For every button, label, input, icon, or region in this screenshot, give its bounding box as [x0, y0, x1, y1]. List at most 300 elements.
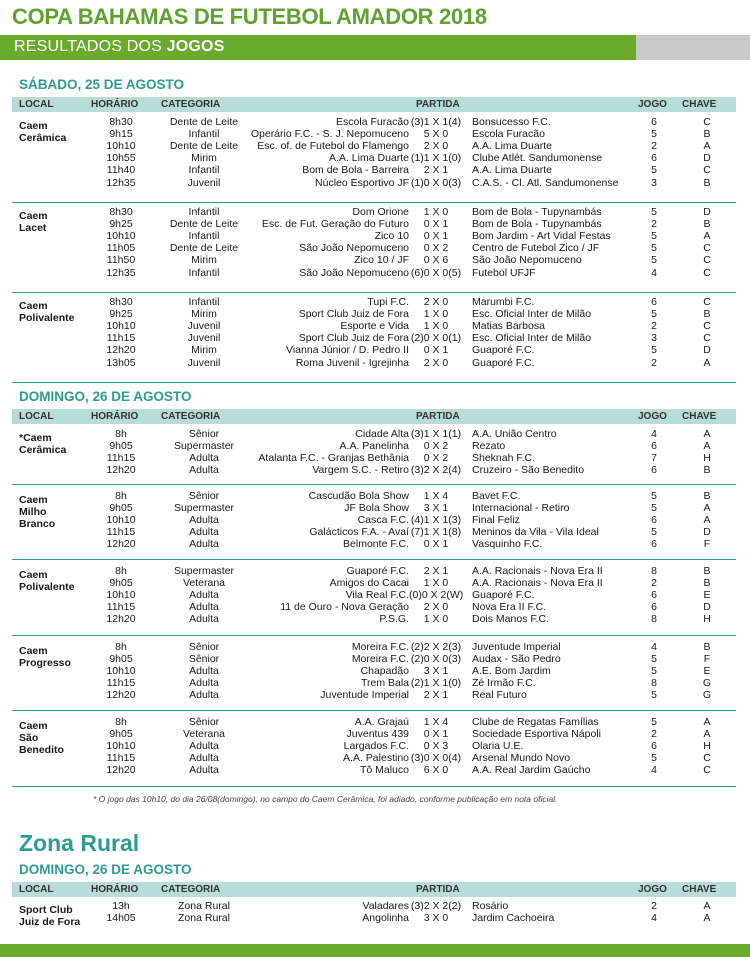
match-round: 6: [651, 538, 657, 551]
table-header: [12, 409, 736, 424]
away-team: A.A. Real Jardim Gaúcho: [472, 764, 591, 777]
column-header-jogo: JOGO: [638, 99, 667, 110]
match-group: F: [703, 538, 711, 551]
home-team: São João Nepomuceno: [299, 266, 409, 279]
venue-name-line: Caem: [19, 720, 48, 732]
day-title: DOMINGO, 26 DE AGOSTO: [19, 389, 192, 404]
column-header-horario: HORÁRIO: [91, 411, 139, 422]
match-time: 14h05: [106, 912, 136, 925]
venue-group: [12, 639, 736, 711]
match-category: Zona Rural: [178, 912, 230, 925]
match-round: 8: [651, 613, 657, 626]
match-group: H: [703, 613, 711, 626]
away-team: Esc. Oficial Inter de Milão: [472, 332, 592, 345]
match-group: B: [703, 218, 711, 231]
match-group: A: [703, 912, 711, 925]
column-header-local: LOCAL: [19, 99, 54, 110]
away-team: A.A. União Centro: [472, 428, 557, 440]
home-team: 11 de Ouro - Nova Geração: [280, 601, 409, 614]
match-category: Supermaster: [173, 502, 235, 515]
home-team: Chapadão: [360, 665, 409, 678]
away-team: Guaporé F.C.: [472, 344, 535, 357]
home-team: Esporte e Vida: [340, 320, 409, 333]
column-header-local: LOCAL: [19, 884, 54, 895]
match-row: [12, 613, 736, 625]
home-team: Operário F.C. - S. J. Nepomuceno: [250, 128, 409, 141]
match-score: 1 X 0: [423, 308, 449, 321]
match-score: 0 X 1: [423, 728, 449, 741]
match-time: 8h: [115, 490, 127, 502]
home-team: Angolinha: [362, 912, 409, 925]
match-round: 6: [651, 514, 657, 527]
match-score: 1 X 0: [423, 206, 449, 218]
match-score: (3)2 X 2(2): [410, 900, 462, 912]
match-round: 2: [651, 900, 657, 912]
match-round: 8: [651, 565, 657, 577]
match-round: 7: [651, 452, 657, 465]
match-group: B: [703, 176, 711, 189]
away-team: Vasquinho F.C.: [472, 538, 543, 551]
match-group: H: [703, 740, 711, 753]
match-round: 5: [651, 308, 657, 321]
away-team: A.E. Bom Jardim: [472, 665, 551, 678]
match-time: 9h25: [109, 308, 133, 321]
match-row: [12, 728, 736, 740]
match-group: A: [703, 514, 711, 527]
match-category: Sênior: [188, 716, 220, 728]
match-group: E: [703, 665, 711, 678]
match-score: 2 X 1: [423, 565, 449, 577]
match-group: A: [703, 356, 711, 369]
match-round: 4: [651, 764, 657, 777]
match-time: 8h: [115, 716, 127, 728]
match-category: Infantil: [188, 128, 220, 141]
match-score: (1)0 X 0(3): [410, 176, 462, 189]
match-score: 0 X 1: [423, 344, 449, 357]
venue-name-line: *Caem: [19, 432, 52, 444]
match-score: 0 X 2: [423, 242, 449, 255]
match-group: A: [703, 900, 711, 912]
match-category: Mirim: [191, 152, 217, 165]
match-category: Sênior: [188, 490, 220, 502]
match-time: 11h15: [106, 752, 136, 765]
column-header-chave: CHAVE: [682, 884, 717, 895]
match-score: (1)1 X 1(0): [410, 152, 462, 165]
match-round: 5: [651, 653, 657, 666]
away-team: Cruzeiro - São Benedito: [472, 464, 585, 477]
venue-name-line: Caem: [19, 300, 48, 312]
match-time: 10h55: [106, 152, 136, 165]
match-time: 8h: [115, 641, 127, 653]
match-group: B: [703, 490, 711, 502]
home-team: Roma Juvenil - Igrejinha: [295, 356, 409, 369]
match-score: (2)0 X 0(3): [410, 653, 462, 666]
home-team: Esc. of. de Futebol do Flamengo: [257, 140, 409, 153]
match-row: [12, 344, 736, 356]
match-group: A: [703, 440, 711, 453]
match-time: 9h15: [109, 128, 133, 141]
match-row: [12, 428, 736, 440]
venue-name-line: Lacet: [19, 222, 47, 234]
match-time: 11h15: [106, 526, 136, 539]
home-team: Vargem S.C. - Retiro: [312, 464, 409, 477]
match-round: 6: [651, 152, 657, 165]
match-score: 5 X 0: [423, 128, 449, 141]
home-team: Trem Bala: [360, 677, 409, 690]
match-round: 5: [651, 752, 657, 765]
match-score: (3)1 X 1(4): [410, 116, 462, 128]
venue-group: [12, 204, 736, 293]
match-row: [12, 665, 736, 677]
match-row: [12, 912, 736, 924]
match-row: [12, 502, 736, 514]
subtitle-bold: JOGOS: [166, 38, 225, 55]
away-team: Sheknah F.C.: [472, 452, 536, 465]
match-time: 12h20: [106, 689, 136, 702]
match-group: E: [703, 589, 711, 602]
match-score: 1 X 0: [423, 577, 449, 590]
match-score: 0 X 1: [423, 230, 449, 243]
column-header-chave: CHAVE: [682, 411, 717, 422]
table-header: [12, 97, 736, 112]
match-score: 0 X 2: [423, 452, 449, 465]
match-score: (7)1 X 1(8): [410, 526, 462, 539]
match-category: Mirim: [191, 254, 217, 267]
match-category: Juvenil: [187, 320, 221, 333]
match-category: Adulta: [189, 526, 219, 539]
match-category: Adulta: [189, 589, 219, 602]
match-row: [12, 538, 736, 550]
match-row: [12, 601, 736, 613]
match-category: Veterana: [182, 728, 226, 741]
match-row: [12, 164, 736, 176]
match-row: [12, 490, 736, 502]
home-team: Largados F.C.: [343, 740, 409, 753]
home-team: Sport Club Juiz de Fora: [298, 332, 409, 345]
match-time: 9h25: [109, 218, 133, 231]
match-time: 10h10: [106, 740, 136, 753]
match-group: C: [703, 752, 711, 765]
match-round: 5: [651, 502, 657, 515]
match-time: 8h: [115, 565, 127, 577]
home-team: Amigos do Cacai: [329, 577, 409, 590]
away-team: Juventude Imperial: [472, 641, 561, 653]
match-row: [12, 464, 736, 476]
match-group: C: [703, 320, 711, 333]
match-round: 5: [651, 206, 657, 218]
match-category: Juvenil: [187, 332, 221, 345]
match-round: 4: [651, 912, 657, 925]
match-score: (2)0 X 0(1): [410, 332, 462, 345]
home-team: Núcleo Esportivo JF: [315, 176, 409, 189]
match-group: C: [703, 296, 711, 308]
match-time: 11h05: [106, 242, 136, 255]
away-team: Bavet F.C.: [472, 490, 521, 502]
match-group: B: [703, 565, 711, 577]
match-time: 9h05: [109, 728, 133, 741]
match-group: B: [703, 308, 711, 321]
column-header-local: LOCAL: [19, 411, 54, 422]
match-score: 6 X 0: [423, 764, 449, 777]
venue-name-line: Cerâmica: [19, 444, 67, 456]
away-team: Rezato: [472, 440, 506, 453]
venue-group: [12, 714, 736, 787]
match-row: [12, 206, 736, 218]
home-team: Galácticos F.A. - Avaí: [309, 526, 409, 539]
match-category: Supermaster: [173, 565, 235, 577]
match-row: [12, 653, 736, 665]
match-time: 10h10: [106, 665, 136, 678]
match-group: A: [703, 230, 711, 243]
home-team: Juventude Imperial: [320, 689, 409, 702]
match-row: [12, 308, 736, 320]
match-time: 11h15: [106, 677, 136, 690]
venue-name-line: Juiz de Fora: [19, 916, 81, 928]
match-round: 6: [651, 116, 657, 128]
day-title: SÁBADO, 25 DE AGOSTO: [19, 77, 185, 92]
match-category: Dente de Leite: [169, 116, 239, 128]
away-team: A.A. Racionais - Nova Era II: [472, 565, 603, 577]
home-team: Moreira F.C.: [351, 641, 409, 653]
column-header-partida: PARTIDA: [416, 99, 460, 110]
match-category: Sênior: [188, 653, 220, 666]
match-category: Infantil: [188, 206, 220, 218]
match-round: 2: [651, 320, 657, 333]
venue-name-line: São: [19, 732, 39, 744]
match-group: H: [703, 452, 711, 465]
match-time: 11h50: [106, 254, 136, 267]
home-team: Atalanta F.C. - Granjas Bethânia: [258, 452, 409, 465]
match-round: 2: [651, 356, 657, 369]
match-round: 8: [651, 677, 657, 690]
zona-rural-title: Zona Rural: [19, 830, 140, 856]
match-score: (0)0 X 2(W): [409, 589, 464, 602]
match-round: 4: [651, 266, 657, 279]
match-category: Veterana: [182, 577, 226, 590]
match-group: A: [703, 428, 711, 440]
home-team: Tupi F.C.: [367, 296, 409, 308]
match-score: 1 X 0: [423, 320, 449, 333]
match-round: 5: [651, 128, 657, 141]
match-time: 13h: [112, 900, 130, 912]
home-team: Zico 10 / JF: [354, 254, 409, 267]
match-group: B: [703, 128, 711, 141]
away-team: Real Futuro: [472, 689, 527, 702]
match-group: D: [703, 344, 711, 357]
match-group: C: [703, 164, 711, 177]
match-row: [12, 218, 736, 230]
match-row: [12, 589, 736, 601]
match-score: 0 X 1: [423, 218, 449, 231]
match-row: [12, 900, 736, 912]
venue-name-line: Caem: [19, 120, 48, 132]
away-team: Meninos da Vila - Vila Ideal: [472, 526, 599, 539]
match-score: (3)0 X 0(4): [410, 752, 462, 765]
match-time: 9h05: [109, 653, 133, 666]
match-row: [12, 230, 736, 242]
match-category: Infantil: [188, 164, 220, 177]
away-team: Centro de Futebol Zico / JF: [472, 242, 600, 255]
away-team: Olaria U.E.: [472, 740, 524, 753]
away-team: C.A.S. - Cl. Atl. Sandumonense: [472, 176, 619, 189]
match-round: 6: [651, 464, 657, 477]
match-category: Supermaster: [173, 440, 235, 453]
match-group: C: [703, 764, 711, 777]
match-round: 5: [651, 344, 657, 357]
match-row: [12, 565, 736, 577]
match-category: Mirim: [191, 344, 217, 357]
match-round: 3: [651, 332, 657, 345]
away-team: A.A. Lima Duarte: [472, 140, 552, 153]
venue-group: [12, 488, 736, 560]
column-header-partida: PARTIDA: [416, 884, 460, 895]
match-category: Juvenil: [187, 356, 221, 369]
match-row: [12, 128, 736, 140]
venue-name-line: Caem: [19, 645, 48, 657]
match-row: [12, 242, 736, 254]
match-time: 11h15: [106, 601, 136, 614]
match-category: Adulta: [189, 677, 219, 690]
match-round: 2: [651, 218, 657, 231]
away-team: Guaporé F.C.: [472, 589, 535, 602]
match-row: [12, 677, 736, 689]
away-team: Final Feliz: [472, 514, 520, 527]
venue-group: [12, 426, 736, 485]
away-team: Futebol UFJF: [472, 266, 536, 279]
match-time: 8h30: [109, 206, 133, 218]
match-category: Adulta: [189, 613, 219, 626]
match-score: (3)1 X 1(1): [410, 428, 462, 440]
match-group: A: [703, 716, 711, 728]
match-round: 5: [651, 526, 657, 539]
subtitle: [14, 38, 225, 56]
match-category: Adulta: [189, 538, 219, 551]
column-header-jogo: JOGO: [638, 884, 667, 895]
match-round: 6: [651, 740, 657, 753]
venue-name-line: Milho: [19, 506, 47, 518]
match-score: 1 X 0: [423, 613, 449, 626]
match-time: 11h15: [106, 332, 136, 345]
match-score: 2 X 0: [423, 356, 449, 369]
match-group: D: [703, 526, 711, 539]
venue-name-line: Caem: [19, 210, 48, 222]
away-team: Audax - São Pedro: [472, 653, 561, 666]
match-row: [12, 357, 736, 369]
match-group: C: [703, 266, 711, 279]
match-round: 5: [651, 164, 657, 177]
match-group: D: [703, 152, 711, 165]
match-round: 2: [651, 728, 657, 741]
away-team: Bom Jardim - Art Vidal Festas: [472, 230, 611, 243]
match-score: 0 X 1: [423, 538, 449, 551]
venue-name-line: Benedito: [19, 744, 64, 756]
match-row: [12, 254, 736, 266]
column-header-jogo: JOGO: [638, 411, 667, 422]
match-time: 12h20: [106, 464, 136, 477]
away-team: Jardim Cachoeira: [472, 912, 555, 925]
match-row: [12, 514, 736, 526]
match-category: Infantil: [188, 230, 220, 243]
venue-group: [12, 294, 736, 383]
home-team: Cascudão Bola Show: [308, 490, 409, 502]
match-row: [12, 140, 736, 152]
match-category: Adulta: [189, 740, 219, 753]
match-category: Adulta: [189, 689, 219, 702]
away-team: Arsenal Mundo Novo: [472, 752, 571, 765]
away-team: Rosário: [472, 900, 509, 912]
venue-name-line: Caem: [19, 494, 48, 506]
match-group: B: [703, 464, 711, 477]
away-team: Zé Irmão F.C.: [472, 677, 536, 690]
match-time: 13h05: [106, 356, 136, 369]
home-team: Vianna Júnior / D. Pedro II: [286, 344, 409, 357]
match-score: 3 X 0: [423, 912, 449, 925]
home-team: A.A. Panelinha: [339, 440, 409, 453]
column-header-chave: CHAVE: [682, 99, 717, 110]
match-group: C: [703, 242, 711, 255]
zona-rural-day-title: DOMINGO, 26 DE AGOSTO: [19, 862, 192, 877]
venue-name-line: Cerâmica: [19, 132, 67, 144]
match-round: 5: [651, 716, 657, 728]
match-score: (4)1 X 1(3): [410, 514, 462, 527]
match-time: 10h10: [106, 589, 136, 602]
match-row: [12, 752, 736, 764]
match-round: 4: [651, 428, 657, 440]
venue-name-line: Branco: [19, 518, 56, 530]
away-team: A.A. Racionais - Nova Era II: [472, 577, 603, 590]
match-round: 6: [651, 440, 657, 453]
match-time: 10h10: [106, 230, 136, 243]
match-time: 8h30: [109, 116, 133, 128]
match-round: 5: [651, 254, 657, 267]
match-row: [12, 177, 736, 189]
match-score: 2 X 0: [423, 296, 449, 308]
subtitle-bar-grey: [636, 35, 750, 60]
match-group: C: [703, 254, 711, 267]
subtitle-regular: RESULTADOS DOS: [14, 38, 167, 55]
match-time: 12h20: [106, 764, 136, 777]
match-round: 5: [651, 689, 657, 702]
away-team: Internacional - Retiro: [472, 502, 570, 515]
venue-name-line: Caem: [19, 569, 48, 581]
match-category: Adulta: [189, 601, 219, 614]
match-group: G: [702, 689, 712, 702]
match-score: (3)2 X 2(4): [410, 464, 462, 477]
match-score: 2 X 1: [423, 164, 449, 177]
column-header-horario: HORÁRIO: [91, 99, 139, 110]
match-time: 9h05: [109, 440, 133, 453]
away-team: Bom de Bola - Tupynambás: [472, 218, 602, 231]
match-row: [12, 440, 736, 452]
home-team: Casca F.C.: [357, 514, 409, 527]
home-team: Escola Furacão: [336, 116, 409, 128]
match-score: 2 X 0: [423, 140, 449, 153]
column-header-horario: HORÁRIO: [91, 884, 139, 895]
home-team: A.A. Palestino: [343, 752, 409, 765]
home-team: JF Bola Show: [344, 502, 409, 515]
match-row: [12, 716, 736, 728]
home-team: Zico 10: [374, 230, 409, 243]
match-row: [12, 641, 736, 653]
home-team: P.S.G.: [379, 613, 409, 626]
venue-name-line: Sport Club: [19, 904, 73, 916]
table-header: [12, 882, 736, 897]
away-team: Marumbi F.C.: [472, 296, 535, 308]
away-team: Clube Atlét. Sandumonense: [472, 152, 603, 165]
match-group: C: [703, 332, 711, 345]
match-round: 6: [651, 296, 657, 308]
home-team: Sport Club Juiz de Fora: [298, 308, 409, 321]
